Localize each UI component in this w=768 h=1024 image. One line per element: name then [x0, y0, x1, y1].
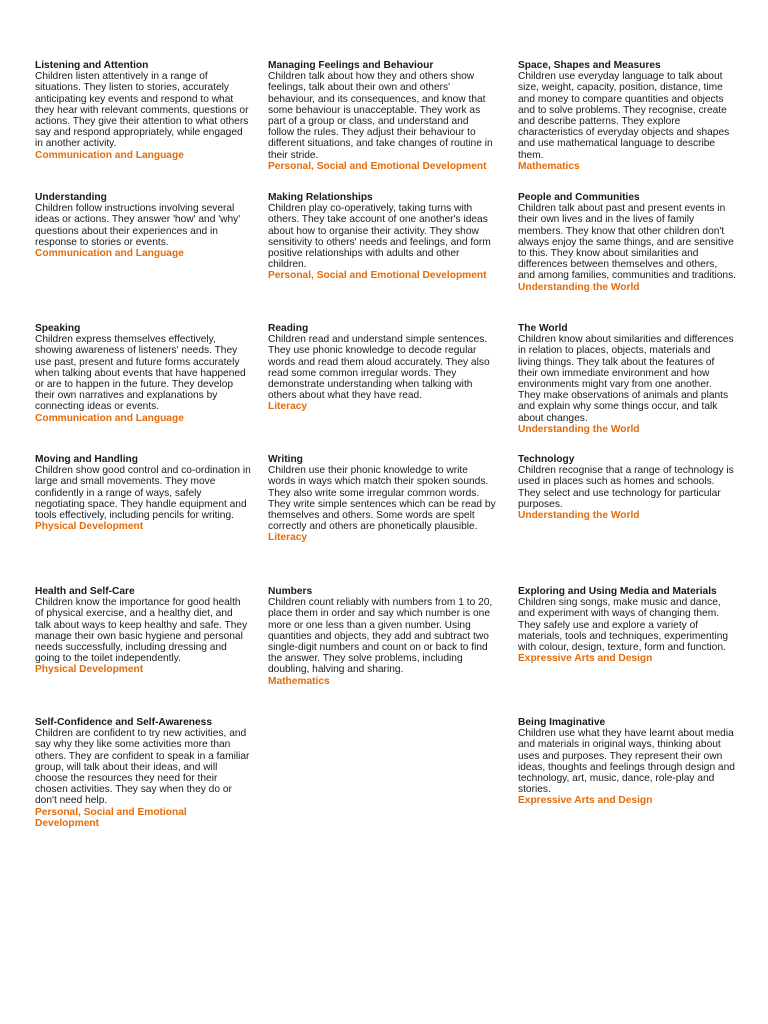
learning-area-label: Understanding the World [518, 423, 640, 435]
goal-description: Children talk about past and present events in their own lives and in the lives of family members. They know that other children don't always enjoy the same things, and are sensitive to this. They know about similarities and differences between themselves and others, and among families, communities and traditions. [518, 203, 737, 282]
goal-description: Children talk about how they and others show feelings, talk about their own and others' behaviour, and its consequences, and know that some behaviour is unacceptable. They work as part of a group or class, and understand and follow the rules. They adjust their behaviour to different situations, and take changes of routine in their stride. [268, 71, 493, 161]
learning-area-label: Understanding the World [518, 510, 640, 522]
learning-area-label: Literacy [268, 401, 308, 413]
goal-title: People and Communities [518, 192, 640, 203]
learning-area-label: Personal, Social and Emotional Development [35, 806, 187, 829]
goal-the-world [518, 323, 736, 435]
learning-area-label: Expressive Arts and Design [518, 653, 653, 665]
goal-description: Children sing songs, make music and dance, and experiment with ways of changing them. They safely use and explore a variety of materials, tools and techniques, experimenting with colour, design, texture, form and function. [518, 597, 729, 654]
goal-title: Self-Confidence and Self-Awareness [35, 717, 213, 728]
goal-description: Children use their phonic knowledge to write words in ways which match their spoken sounds. They also write some irregular common words. They write simple sentences which can be read by themselves and others. Some words are spelt correctly and others are phonetically plausible. [268, 465, 496, 533]
goal-moving-and-handling [35, 454, 251, 532]
goal-space-shapes-and-measures [518, 60, 736, 172]
goal-numbers [268, 586, 496, 687]
goal-title: Numbers [268, 586, 313, 597]
goal-exploring-and-using-media-and-materials [518, 586, 736, 664]
goal-speaking [35, 323, 251, 424]
goal-people-and-communities [518, 192, 736, 293]
goal-description: Children listen attentively in a range of situations. They listen to stories, accurately anticipating key events and respond to what they hear with relevant comments, questions or actions. They give their attention to what others say and respond appropriately, while engaged in another activity. [35, 71, 249, 150]
goal-description: Children express themselves effectively, showing awareness of listeners' needs. They use past, present and future forms accurately when talking about events that have happened or are to happen in the future. They develop their own narratives and explanations by connecting ideas or events. [35, 334, 246, 413]
goal-title: Exploring and Using Media and Materials [518, 586, 717, 597]
goal-writing [268, 454, 496, 544]
goal-description: Children use everyday language to talk about size, weight, capacity, position, distance, time and money to compare quantities and objects and to solve problems. They recognise, create and describe patterns. They explore characteristics of everyday objects and shapes and use mathematical language to describe them. [518, 71, 730, 161]
goal-title: Understanding [35, 192, 107, 203]
learning-area-label: Personal, Social and Emotional Development [268, 160, 487, 172]
goal-title: Technology [518, 454, 575, 465]
learning-area-label: Mathematics [268, 675, 330, 687]
goal-description: Children know the importance for good health of physical exercise, and a healthy diet, and talk about ways to keep healthy and safe. They manage their own basic hygiene and personal needs successfully, including dressing and going to the toilet independently. [35, 597, 248, 665]
learning-area-label: Understanding the World [518, 281, 640, 293]
learning-area-label: Communication and Language [35, 149, 184, 161]
goal-description: Children play co-operatively, taking turns with others. They take account of one another's ideas about how to organise their activity. They show sensitivity to others' needs and feelings, and form positive relationships with adults and other children. [268, 203, 491, 271]
learning-area-label: Literacy [268, 532, 308, 544]
goal-managing-feelings-and-behaviour [268, 60, 496, 172]
goal-reading [268, 323, 496, 413]
goal-listening-and-attention [35, 60, 251, 161]
goal-description: Children are confident to try new activities, and say why they like some activities more than others. They are confident to speak in a familiar group, will talk about their ideas, and will choose the resources they need for their chosen activities. They say when they do or don't need help. [35, 728, 250, 807]
goal-health-and-self-care [35, 586, 251, 676]
learning-area-label: Physical Development [35, 521, 144, 533]
goal-title: Reading [268, 323, 309, 334]
goal-title: Being Imaginative [518, 717, 606, 728]
learning-area-label: Physical Development [35, 664, 144, 676]
goal-title: Managing Feelings and Behaviour [268, 60, 434, 71]
learning-area-label: Communication and Language [35, 412, 184, 424]
goal-understanding [35, 192, 251, 259]
learning-area-label: Expressive Arts and Design [518, 795, 653, 807]
goal-technology [518, 454, 736, 521]
goal-making-relationships [268, 192, 496, 282]
learning-area-label: Communication and Language [35, 248, 184, 260]
goal-being-imaginative [518, 717, 736, 807]
goal-description: Children use what they have learnt about media and materials in original ways, thinking about uses and purposes. They represent their own ideas, thoughts and feelings through design and technology, art, music, dance, role-play and stories. [518, 728, 735, 796]
goal-title: Health and Self-Care [35, 586, 135, 597]
goal-description: Children recognise that a range of technology is used in places such as homes and schools. They select and use technology for particular purposes. [518, 465, 734, 510]
goal-description: Children know about similarities and differences in relation to places, objects, materials and living things. They talk about the features of their own immediate environment and how environments might vary from one another. They make observations of animals and plants and explain why some things occur, and talk about changes. [518, 334, 734, 424]
goal-title: Space, Shapes and Measures [518, 60, 661, 71]
goal-description: Children count reliably with numbers from 1 to 20, place them in order and say which number is one more or one less than a given number. Using quantities and objects, they add and subtract two single-digit numbers and count on or back to find the answer. They solve problems, including doubling, halving and sharing. [268, 597, 493, 676]
goal-description: Children show good control and co-ordination in large and small movements. They move confidently in a range of ways, safely negotiating space. They handle equipment and tools effectively, including pencils for writing. [35, 465, 251, 522]
goal-title: Speaking [35, 323, 81, 334]
learning-area-label: Personal, Social and Emotional Development [268, 270, 487, 282]
goal-title: Moving and Handling [35, 454, 138, 465]
goal-title: Making Relationships [268, 192, 373, 203]
goal-description: Children read and understand simple sentences. They use phonic knowledge to decode regular words and read them aloud accurately. They also read some common irregular words. They demonstrate understanding when talking with others about what they have read. [268, 334, 490, 402]
goal-title: Listening and Attention [35, 60, 149, 71]
learning-area-label: Mathematics [518, 160, 580, 172]
goal-self-confidence-and-self-awareness [35, 717, 251, 829]
goal-title: The World [518, 323, 568, 334]
goal-description: Children follow instructions involving several ideas or actions. They answer 'how' and 'why' questions about their experiences and in response to stories or events. [35, 203, 241, 248]
goal-title: Writing [268, 454, 303, 465]
